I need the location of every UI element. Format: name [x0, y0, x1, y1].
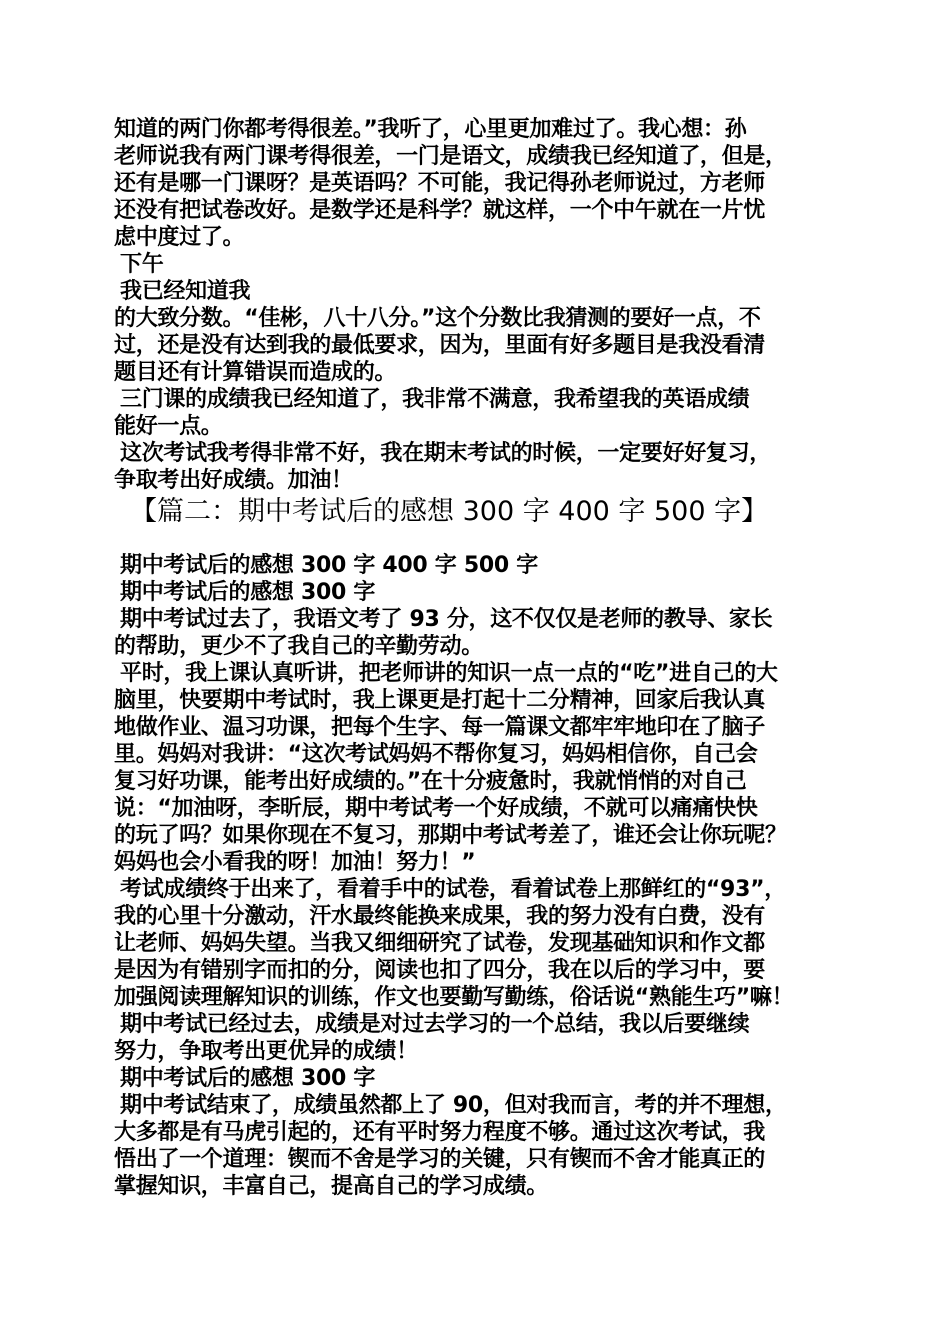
text-line: 我的心里十分激动，汗水最终能换来成果，我的努力没有白费，没有	[114, 904, 766, 929]
text-line: 复习好功课，能考出好成绩的。”在十分疲惫时，我就悄悄的对自己	[114, 769, 747, 794]
text-line: 悟出了一个道理：锲而不舍是学习的关键，只有锲而不舍才能真正的	[114, 1147, 766, 1172]
text-line: 知道的两门你都考得很差。”我听了，心里更加难过了。我心想：孙	[114, 117, 747, 142]
text-line: 的玩了吗？如果你现在不复习，那期中考试考差了，谁还会让你玩呢？	[114, 823, 787, 848]
text-line: 大多都是有马虎引起的，还有平时努力程度不够。通过这次考试，我	[114, 1120, 766, 1145]
text-line: 过，还是没有达到我的最低要求，因为，里面有好多题目是我没看清	[114, 333, 766, 358]
text-line: 妈妈也会小看我的呀！加油！努力！”	[114, 850, 476, 875]
text-line: 期中考试结束了，成绩虽然都上了 90，但对我而言，考的并不理想，	[120, 1093, 787, 1118]
text-line: 努力，争取考出更优异的成绩！	[114, 1039, 418, 1064]
text-line: 能好一点。	[114, 414, 223, 439]
text-line: 还有是哪一门课呀？是英语吗？不可能，我记得孙老师说过，方老师	[114, 171, 766, 196]
text-line: 的大致分数。“佳彬，八十八分。”这个分数比我猜测的要好一点，不	[114, 306, 761, 331]
text-line: 脑里，快要期中考试时，我上课更是打起十二分精神，回家后我认真	[114, 688, 766, 713]
section-heading: 期中考试后的感想 300 字	[120, 1066, 376, 1091]
text-line: 还没有把试卷改好。是数学还是科学？就这样，一个中午就在一片忧	[114, 198, 766, 223]
text-line: 加强阅读理解知识的训练，作文也要勤写勤练，俗话说“熟能生巧”嘛！	[114, 985, 794, 1010]
text-line: 考试成绩终于出来了，看着手中的试卷，看着试卷上那鲜红的“93”，	[120, 877, 786, 902]
text-line: 让老师、妈妈失望。当我又细细研究了试卷，发现基础知识和作文都	[114, 931, 766, 956]
text-line: 三门课的成绩我已经知道了，我非常不满意，我希望我的英语成绩	[120, 387, 750, 412]
section-heading: 期中考试后的感想 300 字 400 字 500 字	[120, 553, 538, 578]
text-line: 虑中度过了。	[114, 225, 245, 250]
text-line: 平时，我上课认真听讲，把老师讲的知识一点一点的“吃”进自己的大	[120, 661, 778, 686]
text-line: 是因为有错别字而扣的分，阅读也扣了四分，我在以后的学习中，要	[114, 958, 766, 983]
text-line: 里。妈妈对我讲：“这次考试妈妈不帮你复习，妈妈相信你，自己会	[114, 742, 758, 767]
text-line: 期中考试过去了，我语文考了 93 分，这不仅仅是老师的教导、家长	[120, 607, 773, 632]
text-line: 我已经知道我	[120, 279, 251, 304]
chapter-title: 【篇二：期中考试后的感想 300 字 400 字 500 字】	[130, 496, 769, 527]
text-line: 的帮助，更少不了我自己的辛勤劳动。	[114, 634, 483, 659]
text-line: 争取考出好成绩。加油！	[114, 468, 353, 493]
text-line: 掌握知识，丰富自己，提高自己的学习成绩。	[114, 1174, 549, 1199]
text-line: 这次考试我考得非常不好，我在期末考试的时候，一定要好好复习，	[120, 441, 772, 466]
text-line: 老师说我有两门课考得很差，一门是语文，成绩我已经知道了，但是，	[114, 144, 787, 169]
text-line: 期中考试已经过去，成绩是对过去学习的一个总结，我以后要继续	[120, 1012, 750, 1037]
document-body	[114, 116, 854, 1200]
text-line: 说：“加油呀，李昕辰，期中考试考一个好成绩，不就可以痛痛快快	[114, 796, 758, 821]
text-line: 地做作业、温习功课，把每个生字、每一篇课文都牢牢地印在了脑子	[114, 715, 766, 740]
section-heading: 期中考试后的感想 300 字	[120, 580, 376, 605]
text-line: 题目还有计算错误而造成的。	[114, 360, 397, 385]
afternoon-label: 下午	[120, 252, 164, 277]
